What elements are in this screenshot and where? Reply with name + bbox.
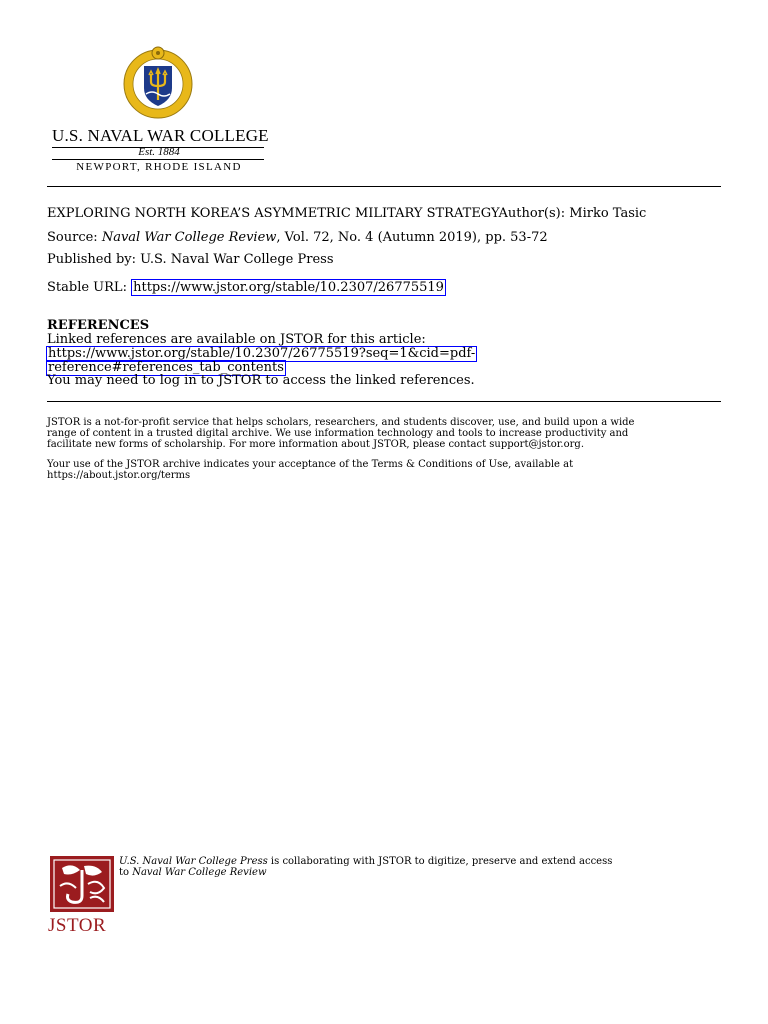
footer-journal-title: Naval War College Review <box>132 867 267 878</box>
stable-url-label: Stable URL: <box>47 280 127 295</box>
jstor-wordmark: JSTOR <box>48 915 107 936</box>
institution-location: NEWPORT, RHODE ISLAND <box>76 161 242 173</box>
jstor-notice-line2: range of content in a trusted digital archive. We use information technology and tools to increase productivity and <box>47 428 629 439</box>
article-publisher: Published by: U.S. Naval War College Press <box>47 252 334 267</box>
divider-top <box>47 186 721 187</box>
header-rule-bottom <box>52 159 264 160</box>
collaboration-line2 <box>119 867 267 878</box>
collaboration-text: is collaborating with JSTOR to digitize, preserve and extend access <box>267 856 613 867</box>
jstor-logo-icon <box>50 856 114 912</box>
stable-url-row <box>47 280 446 296</box>
source-details: , Vol. 72, No. 4 (Autumn 2019), pp. 53-72 <box>276 230 548 245</box>
article-title-author: EXPLORING NORTH KOREA’S ASYMMETRIC MILITARY STRATEGYAuthor(s): Mirko Tasic <box>47 206 647 221</box>
references-intro: Linked references are available on JSTOR for this article: <box>47 332 426 347</box>
institution-name: U.S. NAVAL WAR COLLEGE <box>52 126 269 145</box>
collaboration-to: to <box>119 867 133 878</box>
references-heading: REFERENCES <box>47 318 150 333</box>
terms-notice-line1: Your use of the JSTOR archive indicates your acceptance of the Terms & Conditions of Use, available at <box>47 459 574 470</box>
collaboration-line1 <box>119 856 612 867</box>
press-name: U.S. Naval War College Press <box>119 856 268 867</box>
jstor-notice-line1: JSTOR is a not-for-profit service that helps scholars, researchers, and students discover, use, and build upon a wide <box>47 417 635 428</box>
source-label: Source: <box>47 230 98 245</box>
naval-war-college-seal-icon <box>120 44 196 120</box>
stable-url-link[interactable]: https://www.jstor.org/stable/10.2307/26775519 <box>133 280 444 295</box>
references-link-line2[interactable]: reference#references_tab_contents <box>48 360 284 375</box>
jstor-notice-line3: facilitate new forms of scholarship. For more information about JSTOR, please contact support@jstor.org. <box>47 439 584 450</box>
references-login-note: You may need to log in to JSTOR to access the linked references. <box>47 373 475 388</box>
article-source <box>47 230 548 246</box>
references-link-line1[interactable]: https://www.jstor.org/stable/10.2307/26775519?seq=1&cid=pdf- <box>48 346 476 361</box>
journal-title: Naval War College Review <box>101 230 277 245</box>
established-date: Est. 1884 <box>138 146 180 158</box>
divider-middle <box>47 401 721 402</box>
terms-link[interactable]: https://about.jstor.org/terms <box>47 470 191 481</box>
